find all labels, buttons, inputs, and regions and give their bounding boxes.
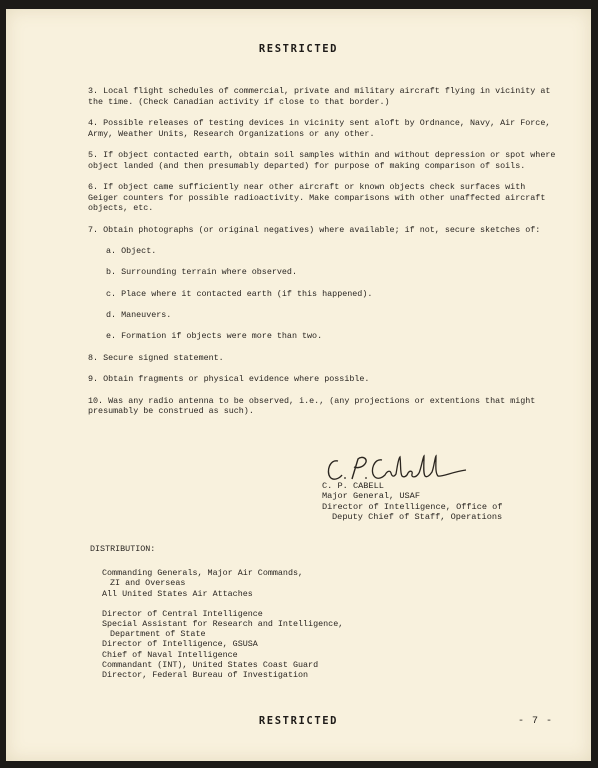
item-4: 4. Possible releases of testing devices in vicinity sent aloft by Ordnance, Navy, Air Force, Army, Weather Units, Research Organizations or any other. bbox=[88, 117, 551, 139]
item-6: 6. If object came sufficiently near other aircraft or known objects check surfaces with Geiger counters for possible radioactivity. Make comparisons with other unaffected aircraft objects, etc. bbox=[88, 181, 546, 214]
distribution-list bbox=[90, 544, 343, 680]
dist-line: Commandant (INT), United States Coast Guard bbox=[102, 659, 319, 670]
item-9: 9. Obtain fragments or physical evidence where possible. bbox=[88, 374, 370, 385]
classification-footer: RESTRICTED bbox=[258, 715, 339, 727]
dist-line: ZI and Overseas bbox=[110, 578, 186, 589]
distribution-heading: DISTRIBUTION: bbox=[90, 544, 156, 554]
signer-name: C. P. CABELL bbox=[322, 481, 384, 491]
signer-title-2: Deputy Chief of Staff, Operations bbox=[332, 512, 503, 523]
subitem-e: e. Formation if objects were more than two. bbox=[106, 331, 323, 342]
item-7: 7. Obtain photographs (or original negatives) where available; if not, secure sketches of: bbox=[88, 224, 541, 235]
dist-line: Director, Federal Bureau of Investigation bbox=[102, 670, 309, 681]
dist-line: Director of Intelligence, GSUSA bbox=[102, 639, 258, 650]
dist-line: Special Assistant for Research and Intelligence, bbox=[102, 619, 344, 630]
item-5: 5. If object contacted earth, obtain soil samples within and without depression or spot where object landed (and then presumably departed) for purpose of making comparison of soils. bbox=[88, 149, 556, 171]
dist-line: Director of Central Intelligence bbox=[102, 608, 263, 619]
signer-rank: Major General, USAF bbox=[322, 491, 420, 502]
item-8: 8. Secure signed statement. bbox=[88, 352, 224, 363]
dist-line: Commanding Generals, Major Air Commands, bbox=[102, 568, 304, 579]
subitem-d: d. Maneuvers. bbox=[106, 310, 172, 321]
classification-header: RESTRICTED bbox=[258, 43, 339, 55]
item-10: 10. Was any radio antenna to be observed, i.e., (any projections or extentions that might presumably be construed as such). bbox=[88, 395, 536, 417]
signature-block bbox=[322, 455, 503, 523]
dist-line: Department of State bbox=[110, 629, 206, 640]
document-page bbox=[6, 9, 591, 761]
dist-line: All United States Air Attaches bbox=[102, 588, 253, 599]
item-3: 3. Local flight schedules of commercial, private and military aircraft flying in vicinity at the time. (Check Canadian activity if close to that border.) bbox=[88, 86, 551, 107]
instructions-body bbox=[88, 86, 558, 428]
dist-line: Chief of Naval Intelligence bbox=[102, 649, 238, 660]
page-number: - 7 - bbox=[517, 716, 553, 727]
subitem-b: b. Surrounding terrain where observed. bbox=[106, 267, 297, 278]
subitem-a: a. Object. bbox=[106, 245, 157, 256]
signer-title-1: Director of Intelligence, Office of bbox=[322, 501, 503, 512]
subitem-c: c. Place where it contacted earth (if this happened). bbox=[106, 288, 373, 299]
